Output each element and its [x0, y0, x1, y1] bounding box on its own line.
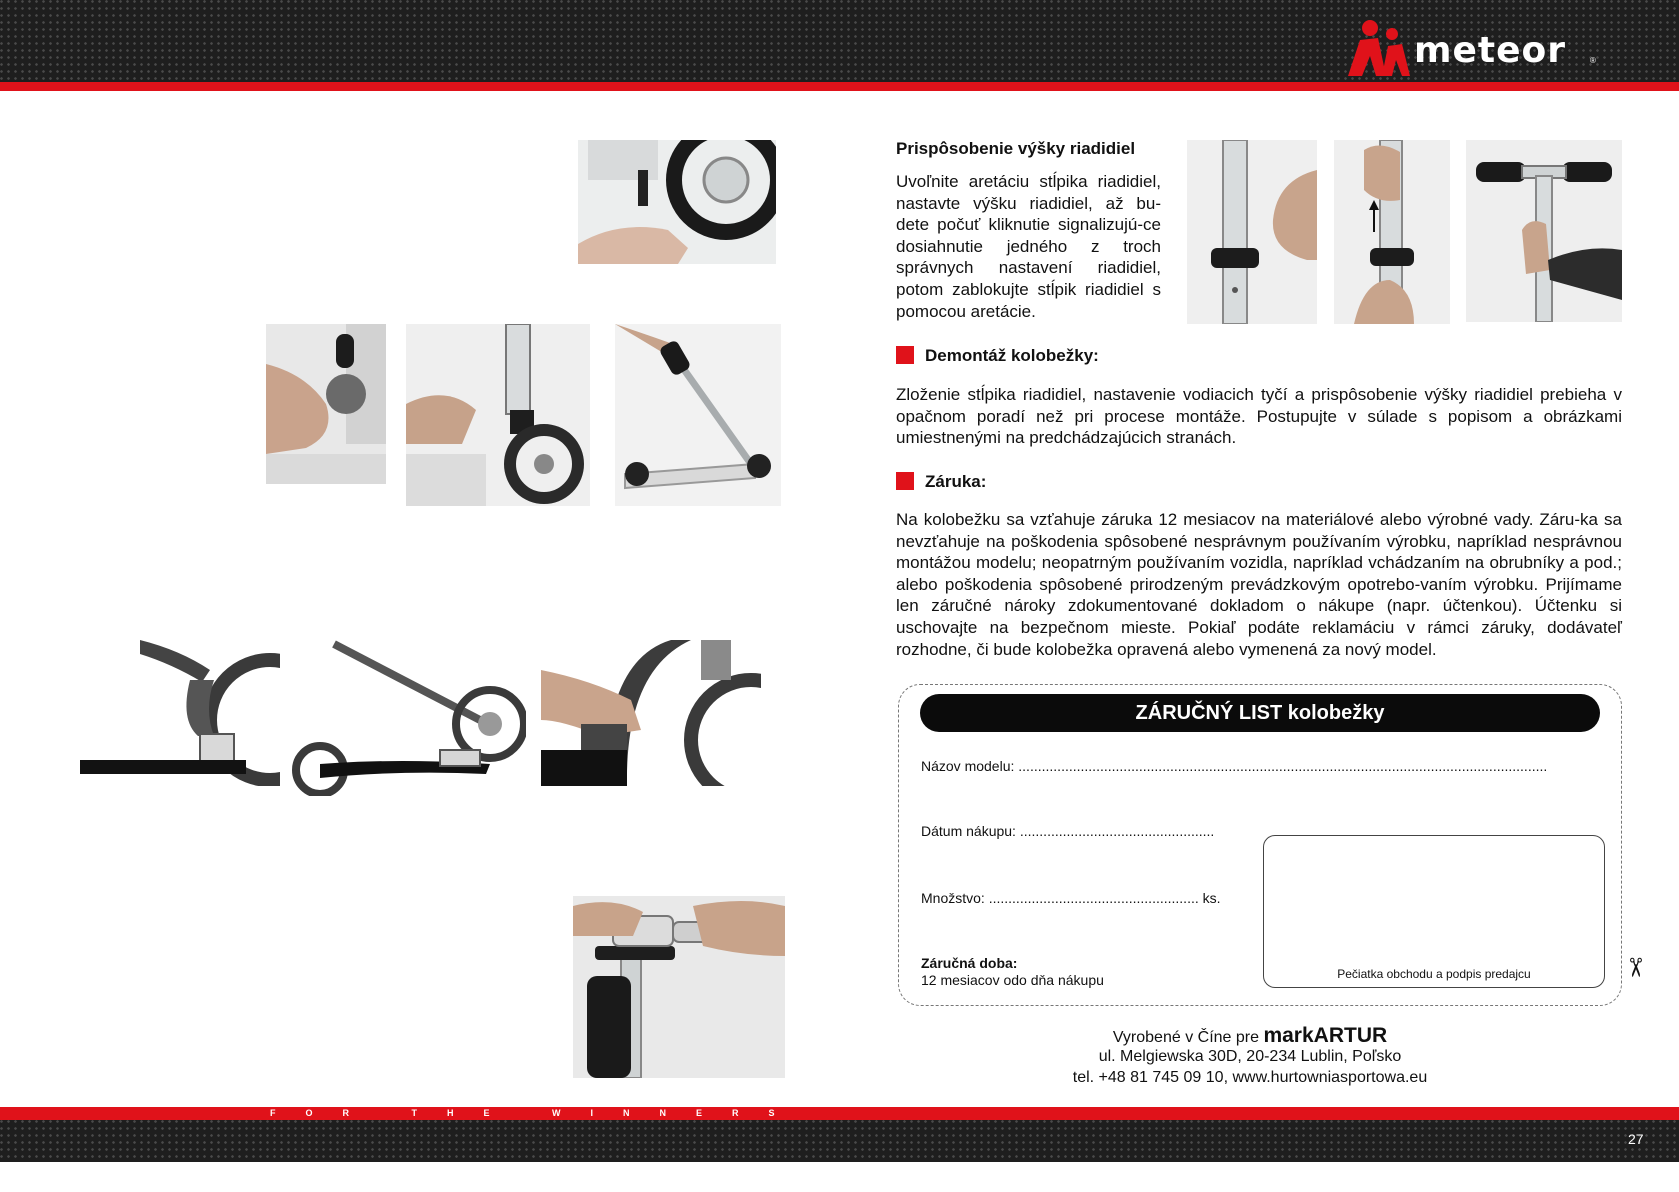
manufacturer-brand: markARTUR [1263, 1024, 1388, 1047]
section-body-handlebar-height: Uvoľnite aretáciu stĺpika riadidiel, nastavte výšku riadidiel, až bu-dete počuť kliknutie signalizujú-ce dosiahnutie jedného z troch správnych nastavení riadidiel, potom zablokujte stĺpik riadidiel s pomocou aretácie. [896, 172, 1161, 321]
purchase-date-field[interactable] [921, 823, 1261, 839]
warranty-period-value: 12 mesiacov odo dňa nákupu [921, 972, 1104, 988]
section-bullet-square [896, 472, 914, 490]
warranty-card-title: ZÁRUČNÝ LIST kolobežky [920, 694, 1600, 732]
footer-red-stripe [0, 1107, 1679, 1120]
section-body-disassembly: Zloženie stĺpika riadidiel, nastavenie vodiacich tyčí a prispôsobenie výšky riadidiel prebieha v opačnom poradí než pri procese montáže. Postupujte v súlade s popisom a obrázkami umiestnenými na predchádzajúcich stranách. [896, 385, 1622, 448]
photo-handlebar-grip-assembly [573, 896, 785, 1078]
section-title-disassembly: Demontáž kolobežky: [925, 346, 1099, 365]
manufacturer-line [1000, 1024, 1500, 1048]
model-name-dots: ........................................................................................................................................ [1018, 758, 1548, 774]
photo-hand-lifting-column [1334, 140, 1450, 324]
page-number: 27 [1628, 1131, 1644, 1147]
brand-logo [1342, 18, 1602, 80]
photo-scooter-folded-wheels [290, 640, 526, 796]
manufacturer-prefix: Vyrobené v Číne pre [1112, 1029, 1264, 1046]
section-title-warranty: Záruka: [925, 472, 987, 491]
manufacturer-address: ul. Melgiewska 30D, 20-234 Lublin, Poľsko [1098, 1048, 1402, 1065]
section-body-warranty: Na kolobežku sa vzťahuje záruka 12 mesiacov na materiálové alebo výrobné vady. Záru-ka sa nevzťahuje na poškodenia spôsobené nesprávnym používaním výrobku, napríklad nesprávnou montážou modelu; neopatrným používaním vozidla, napríklad vchádzaním na obrubníky a pod.; alebo poškodenia spôsobené prirodzeným prevádzkovým opotrebo-vaním výrobku. Prijímame len záručné nároky zdokumentované dokladom o nákupe (napr. účtenkou). Účtenku si uschovajte na bezpečnom mieste. Pokiaľ podáte reklamáciu v rámci záruky, dodávateľ rozhodne, či bude kolobežka opravená alebo vymenená za nový model. [896, 510, 1622, 659]
scissors-icon: ✂ [1620, 956, 1651, 979]
quantity-unit: ks. [1202, 890, 1221, 906]
photo-hand-on-latch-lever [541, 640, 761, 786]
photo-hand-turning-clamp [266, 324, 386, 484]
model-name-field[interactable] [921, 758, 1601, 774]
quantity-label: Množstvo: [921, 890, 985, 906]
footer-slogan: FOR THE WINNERS [270, 1108, 805, 1118]
header-red-stripe [0, 82, 1679, 91]
section-bullet-square [896, 346, 914, 364]
model-name-label: Názov modelu: [921, 758, 1015, 774]
stamp-signature-box [1263, 835, 1605, 988]
purchase-date-label: Dátum nákupu: [921, 823, 1016, 839]
logo-wordmark: meteor [1414, 30, 1567, 71]
photo-handlebar-column-clamp [1187, 140, 1317, 324]
warranty-period-label: Záručná doba: [921, 955, 1018, 971]
meteor-figures-icon [1342, 18, 1414, 80]
quantity-dots: ...................................................... [988, 890, 1199, 906]
stamp-signature-label: Pečiatka obchodu a podpis predajcu [1337, 967, 1531, 981]
purchase-date-dots: .................................................. [1019, 823, 1215, 839]
photo-handlebar-full-height [1466, 140, 1622, 322]
photo-hand-at-front-fork-latch [406, 324, 590, 506]
photo-folding-latch-closeup [578, 140, 776, 264]
quantity-field[interactable] [921, 890, 1261, 906]
registered-mark: ® [1590, 56, 1596, 65]
section-title-handlebar-height: Prispôsobenie výšky riadidiel [896, 139, 1136, 158]
photo-folding-scooter-side-view [615, 324, 781, 506]
manufacturer-contact: tel. +48 81 745 09 10, www.hurtowniasportowa.eu [1072, 1069, 1428, 1086]
photo-fork-hinge-closeup [80, 640, 280, 786]
footer-band [0, 1120, 1679, 1162]
